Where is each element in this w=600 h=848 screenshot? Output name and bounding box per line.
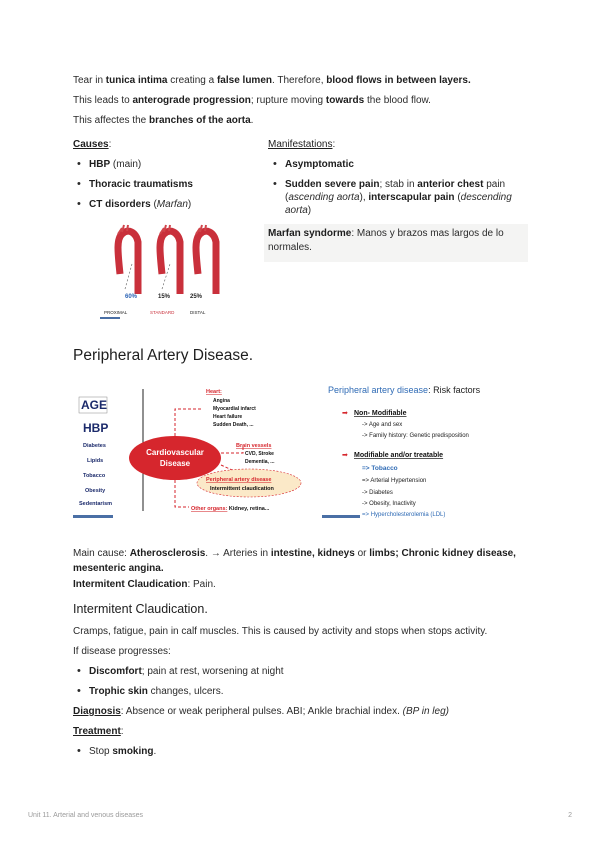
claudication-line: Intermitent Claudication: Pain. — [73, 579, 216, 590]
risk-item: Obesity — [85, 488, 106, 494]
aorta-label: DISTAL — [190, 310, 206, 315]
mod-item: => Arterial Hypertension — [362, 478, 427, 484]
mod-item: -> Diabetes — [362, 490, 393, 496]
risk-item: Sedentarism — [79, 501, 113, 507]
risk-hbp: HBP — [83, 421, 109, 435]
ic-paragraph-2: If disease progresses: — [73, 646, 171, 657]
risk-factors-figure — [322, 383, 530, 518]
aorta-percent: 15% — [158, 294, 171, 300]
treatment-item: • Stop smoking. — [89, 745, 156, 758]
nonmod-heading: Non- Modifiable — [354, 410, 407, 417]
mod-heading: Modifiable and/or treatable — [354, 452, 444, 459]
risk-age: AGE — [81, 398, 108, 412]
mod-item: -> Obesity, Inactivity — [362, 501, 416, 507]
heart-item: Sudden Death, ... — [213, 422, 254, 428]
treatment-heading: Treatment: — [73, 726, 124, 737]
ic-item: • Discomfort; pain at rest, worsening at night — [89, 665, 284, 678]
pad-ellipse — [197, 469, 301, 497]
aorta-label: PROXIMAL — [104, 310, 128, 315]
manifestation-item: • Asymptomatic — [285, 158, 354, 171]
arrow-icon: ➡ — [342, 410, 348, 417]
nonmod-item: -> Family history: Genetic predisposition — [362, 433, 469, 439]
manifestations-heading: Manifestations: — [268, 139, 336, 150]
heart-title: Heart: — [206, 389, 222, 395]
aorta-percent: 60% — [125, 294, 138, 300]
intro-line-2: This leads to anterograde progression; rupture moving towards the blood flow. — [73, 95, 431, 106]
risk-item: Diabetes — [83, 443, 106, 449]
risk-item: Tobacco — [83, 473, 106, 479]
heart-item: Heart failure — [213, 414, 243, 420]
diagnosis: Diagnosis: Absence or weak peripheral pulses. ABI; Ankle brachial index. (BP in leg) — [73, 706, 449, 717]
aortic-dissection-figure — [100, 224, 225, 319]
brain-item: CVD, Stroke — [245, 451, 274, 457]
risk-item: Lipids — [87, 458, 104, 464]
main-cause: Main cause: Atherosclerosis. → Arteries in intestine, kidneys or limbs; Chronic kidney disease, mesenteric angina. — [73, 548, 516, 574]
brain-title: Brain vessels — [236, 443, 272, 449]
pad-label: Intermittent claudication — [210, 486, 274, 492]
pad-label: Peripheral artery disease — [206, 477, 272, 483]
aorta-percent: 25% — [190, 294, 203, 300]
mod-item: => Hypercholesterolemia (LDL) — [362, 512, 446, 518]
causes-item: • CT disorders (Marfan) — [89, 198, 191, 211]
pad-heading: Peripheral Artery Disease. — [73, 347, 254, 364]
cvd-label: Disease — [159, 459, 191, 468]
page-number: 2 — [568, 812, 572, 819]
heart-item: Angina — [213, 398, 230, 404]
arrow-icon: ➡ — [342, 452, 348, 459]
brain-item: Dementia, ... — [245, 459, 275, 465]
other-organs: Other organs: Kidney, retina... — [191, 506, 270, 512]
causes-heading: Causes: — [73, 139, 112, 150]
causes-item: • HBP (main) — [89, 158, 141, 171]
causes-item: • Thoracic traumatisms — [89, 178, 193, 191]
mod-item: => Tobacco — [362, 465, 398, 472]
footer-title: Unit 11. Arterial and venous diseases — [28, 812, 144, 819]
manifestation-item: • Sudden severe pain; stab in anterior chest pain (ascending aorta), interscapular pain (descending aorta) — [285, 178, 530, 217]
ic-heading: Intermitent Claudication. — [73, 602, 208, 616]
ic-paragraph-1: Cramps, fatigue, pain in calf muscles. This is caused by activity and stops when stops activity. — [73, 626, 488, 637]
cvd-label: Cardiovascular — [146, 448, 204, 457]
intro-line-3: This affectes the branches of the aorta. — [73, 115, 254, 126]
cvd-ellipse — [129, 436, 221, 480]
cvd-figure — [73, 383, 318, 518]
intro-line-1: Tear in tunica intima creating a false lumen. Therefore, blood flows in between layers. — [73, 75, 471, 86]
aorta-illustration — [118, 225, 216, 294]
risk-title: Peripheral artery disease: Risk factors — [328, 385, 481, 395]
heart-item: Myocardial infarct — [213, 406, 256, 412]
aorta-label: STANDARD — [150, 310, 175, 315]
marfan-text: Marfan syndorme: Manos y brazos mas largos de lo normales. — [268, 228, 504, 253]
ic-item: • Trophic skin changes, ulcers. — [89, 685, 224, 698]
nonmod-item: -> Age and sex — [362, 422, 403, 428]
